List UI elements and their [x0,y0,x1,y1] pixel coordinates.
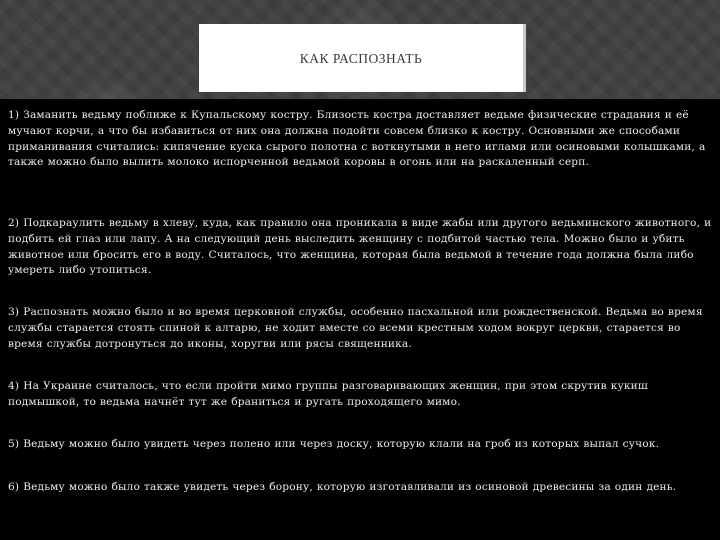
list-item-5: 5) Ведьму можно было увидеть через полено или через доску, которую клали на гроб из которых выпал сучок. [8,438,660,450]
list-item-2: 2) Подкараулить ведьму в хлеву, куда, как правило она проникала в виде жабы или другого ведьминского животного, и подбить ей глаз или лапу. А на следующий день выследить женщину с подбитой частью тела. Можно было и убить животное или бросить его в воду. Считалось, что женщина, которая была ведьмой в течение года должна была либо умереть либо утопиться. [8,217,712,277]
title-box [199,24,526,92]
slide-title: КАК РАСПОЗНАТЬ [299,51,423,66]
list-item-3: 3) Распознать можно было и во время церковной службы, особенно пасхальной или рождественской. Ведьма во время службы старается стоять спиной к алтарю, не ходит вместе со всеми крестным ходом вокруг церкви, старается во время службы дотронуться до иконы, хоругви или рясы священника. [8,306,703,350]
list-item-4: 4) На Украине считалось, что если пройти мимо группы разговаривающих женщин, при этом скрутив кукиш подмышкой, то ведьма начнёт тут же браниться и ругать проходящего мимо. [8,380,648,408]
content-area [0,99,720,540]
list-item-6: 6) Ведьму можно было также увидеть через борону, которую изготавливали из осиновой древесины за один день. [8,481,677,493]
list-item-1: 1) Заманить ведьму поближе к Купальскому костру. Близость костра доставляет ведьме физические страдания и её мучают корчи, а что бы избавиться от них она должна подойти совсем близко к костру. Основными же способами приманивания считались: кипячение куска сырого полотна с воткнутыми в него иглами или осиновыми колышками, а также можно было вылить молоко испорченной ведьмой коровы в огонь или на раскаленный серп. [8,109,706,169]
